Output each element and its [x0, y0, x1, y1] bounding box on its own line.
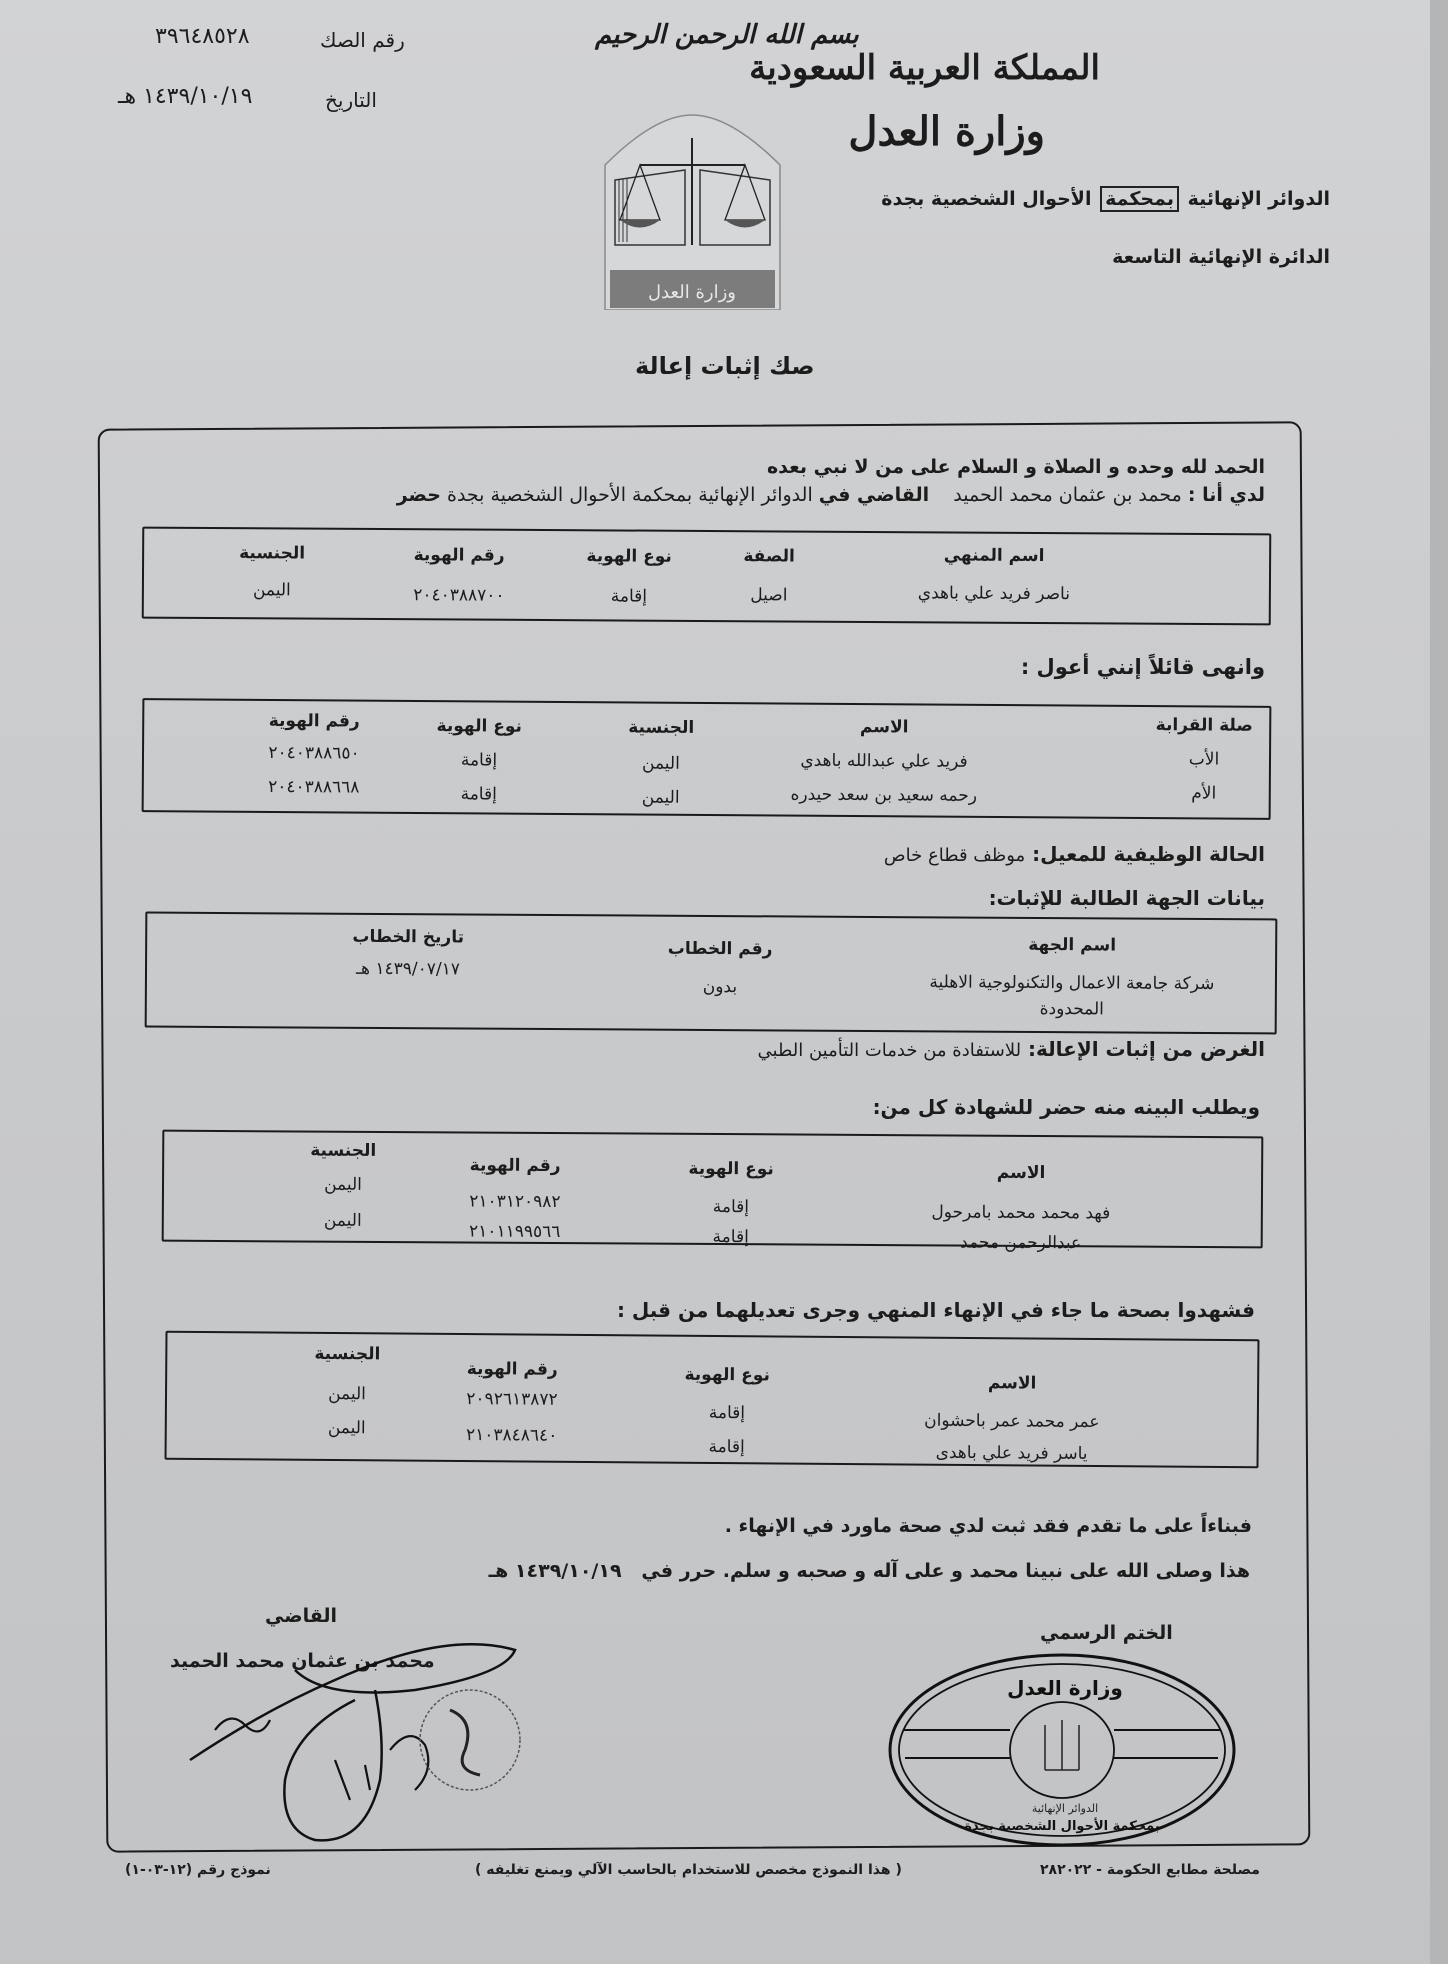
seal-inner-text: الدوائر الإنهائية: [1031, 1802, 1099, 1815]
footer-form-number: نموذج رقم (١٢-٠٣-١): [125, 1862, 271, 1878]
closing-date: ١٤٣٩/١٠/١٩ هـ: [488, 1560, 622, 1582]
circuit-name: الدائرة الإنهائية التاسعة: [1112, 246, 1330, 268]
dependents-table: [142, 698, 1272, 820]
deed-number-label: رقم الصك: [320, 28, 405, 52]
official-seal-title: الختم الرسمي: [1040, 1622, 1173, 1644]
requester-name: شركة جامعة الاعمال والتكنولوجية الاهلية: [929, 972, 1215, 995]
vouchers-table: [165, 1331, 1260, 1469]
vouchers-intro: فشهدوا بصحة ما جاء في الإنهاء المنهي وجرى تعديلهما من قبل :: [616, 1298, 1255, 1322]
ministry-emblem-icon: [595, 110, 790, 310]
col-header: الصفة: [743, 546, 795, 567]
col-header: صلة القرابة: [1155, 715, 1253, 736]
seal-bottom-text: بمحكمة الأحوال الشخصية بجدة: [964, 1819, 1160, 1834]
footer-printer: مصلحة مطابع الحكومة - ٢٨٢٠٢٢: [1040, 1862, 1260, 1878]
col-header: الجنسية: [310, 1140, 377, 1161]
col-header: اسم الجهة: [1028, 934, 1117, 956]
employment-value: موظف قطاع خاص: [883, 845, 1026, 866]
table-row: فهد محمد محمد بامرحول إقامة ٢١٠٣١٢٠٩٨٢ اليمن: [324, 1174, 1111, 1224]
col-header: تاريخ الخطاب: [352, 926, 465, 948]
col-header: رقم الهوية: [469, 1155, 561, 1177]
table-row: عبدالرحمن محمد إقامة ٢١٠١١٩٩٥٦٦ اليمن: [323, 1210, 1082, 1254]
purpose-value: للاستفادة من خدمات التأمين الطبي: [757, 1040, 1022, 1061]
closing-line-2: هذا وصلى الله على نبينا محمد و على آله و صحبه و سلم. حرر في ١٤٣٩/١٠/١٩ هـ: [488, 1560, 1250, 1582]
col-header: رقم الهوية: [413, 545, 505, 566]
judge-title: القاضي: [265, 1605, 338, 1627]
table-row: ياسر فريد علي باهدى إقامة ٢١٠٣٨٤٨٦٤٠ اليمن: [327, 1417, 1088, 1464]
col-header: نوع الهوية: [586, 546, 672, 567]
applicant-capacity: اصيل: [750, 585, 788, 606]
intro-judge-name: محمد بن عثمان محمد الحميد: [953, 484, 1182, 506]
table-row: الأم رحمه سعيد بن سعد حيدره اليمن إقامة ٢٠٤٠٣٨٨٦٦٨: [268, 776, 1217, 808]
seal-top-text: وزارة العدل: [1007, 1676, 1123, 1700]
col-header: الاسم: [996, 1162, 1046, 1184]
judge-name: محمد بن عثمان محمد الحميد: [170, 1650, 435, 1672]
official-seal-icon: [885, 1650, 1240, 1850]
intro-line-2: لدي أنا : محمد بن عثمان محمد الحميد القاضي في الدوائر الإنهائية بمحكمة الأحوال الشخصية بجدة حضر: [396, 484, 1265, 506]
col-header: الاسم: [987, 1373, 1037, 1394]
kingdom-heading: المملكة العربية السعودية: [749, 48, 1100, 88]
col-header: نوع الهوية: [436, 716, 522, 737]
col-header: رقم الخطاب: [667, 938, 773, 960]
intro-line-1: الحمد لله وحده و الصلاة و السلام على من لا نبي بعده: [766, 456, 1265, 478]
applicant-nationality: اليمن: [252, 580, 291, 601]
judge-signature-icon: [175, 1630, 535, 1860]
applicant-table: [142, 527, 1272, 626]
emblem-caption: وزارة العدل: [648, 282, 736, 303]
applicant-id-number: ٢٠٤٠٣٨٨٧٠٠: [413, 585, 505, 606]
closing-line-1: فبناءاً على ما تقدم فقد ثبت لدي صحة ماورد في الإنهاء .: [724, 1515, 1252, 1537]
col-header: اسم المنهي: [943, 545, 1045, 567]
letter-date: ١٤٣٩/٠٧/١٧ هـ: [356, 958, 461, 980]
witness-request: ويطلب البينه منه حضر للشهادة كل من:: [872, 1095, 1260, 1119]
col-header: رقم الهوية: [268, 710, 360, 732]
witnesses-table: [162, 1130, 1264, 1254]
applicant-id-type: إقامة: [610, 586, 648, 607]
date-label: التاريخ: [325, 88, 377, 112]
col-header: نوع الهوية: [688, 1158, 774, 1180]
court-name: الدوائر الإنهائية بمحكمة الأحوال الشخصية بجدة: [881, 188, 1330, 210]
table-row: الأب فريد علي عبدالله باهدي اليمن إقامة ٢٠٤٠٣٨٨٦٥٠: [268, 742, 1220, 774]
purpose: الغرض من إثبات الإعالة: للاستفادة من خدمات التأمين الطبي: [757, 1037, 1265, 1061]
employment-status: الحالة الوظيفية للمعيل: موظف قطاع خاص: [883, 842, 1265, 866]
col-header: الاسم: [859, 717, 909, 738]
basmala: بسم الله الرحمن الرحيم: [595, 20, 859, 50]
requester-table: [145, 912, 1278, 1035]
document-title: صك إثبات إعالة: [635, 352, 815, 380]
court-bracket: بمحكمة: [1100, 186, 1179, 212]
col-header: الجنسية: [628, 717, 695, 738]
letter-number: بدون: [702, 976, 738, 998]
ministry-heading: وزارة العدل: [848, 108, 1045, 155]
requester-name-cont: المحدودة: [1039, 999, 1105, 1020]
footer-notice: ( هذا النموذج مخصص للاستخدام بالحاسب الآلي ويمنع تغليفه ): [475, 1862, 902, 1878]
dependents-intro: وانهى قائلاً إنني أعول :: [1020, 655, 1265, 679]
table-row: عمر محمد عمر باحشوان إقامة ٢٠٩٢٦١٣٨٧٢ اليمن: [328, 1383, 1100, 1433]
col-header: الجنسية: [239, 543, 306, 564]
col-header: الجنسية: [314, 1343, 381, 1365]
col-header: رقم الهوية: [466, 1359, 558, 1380]
applicant-name: ناصر فريد علي باهدي: [917, 583, 1071, 605]
requester-intro: بيانات الجهة الطالبة للإثبات:: [988, 886, 1265, 910]
col-header: نوع الهوية: [684, 1364, 770, 1386]
date-value: ١٤٣٩/١٠/١٩ هـ: [118, 84, 253, 109]
deed-number-value: ٣٩٦٤٨٥٢٨: [155, 24, 250, 49]
